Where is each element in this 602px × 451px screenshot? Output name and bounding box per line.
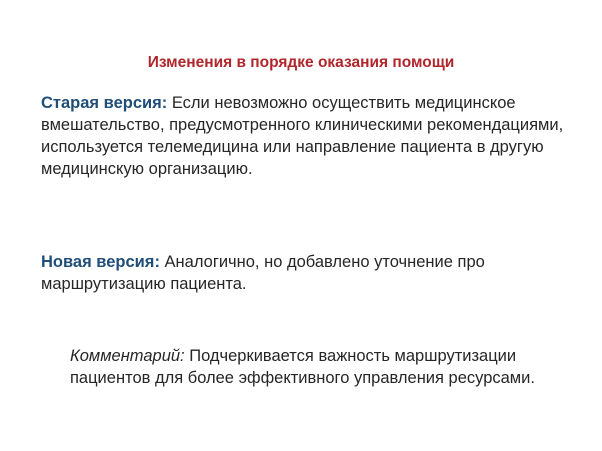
new-version-label: Новая версия: — [41, 253, 160, 271]
old-version-text: Если невозможно осуществить медицинское вмешательство, предусмотренного клиническими рекомендациями, используется телемедицина или направление пациента в другую медицинскую организацию. — [41, 94, 564, 178]
comment-paragraph — [70, 345, 580, 389]
old-version-paragraph — [41, 92, 581, 180]
old-version-label: Старая версия: — [41, 94, 168, 112]
new-version-paragraph — [41, 251, 581, 295]
slide-title: Изменения в порядке оказания помощи — [147, 54, 455, 71]
comment-label: Комментарий: — [70, 347, 185, 365]
new-version-text: Аналогично, но добавлено уточнение про маршрутизацию пациента. — [41, 253, 485, 293]
comment-text: Подчеркивается важность маршрутизации пациентов для более эффективного управления ресурсами. — [70, 347, 535, 387]
